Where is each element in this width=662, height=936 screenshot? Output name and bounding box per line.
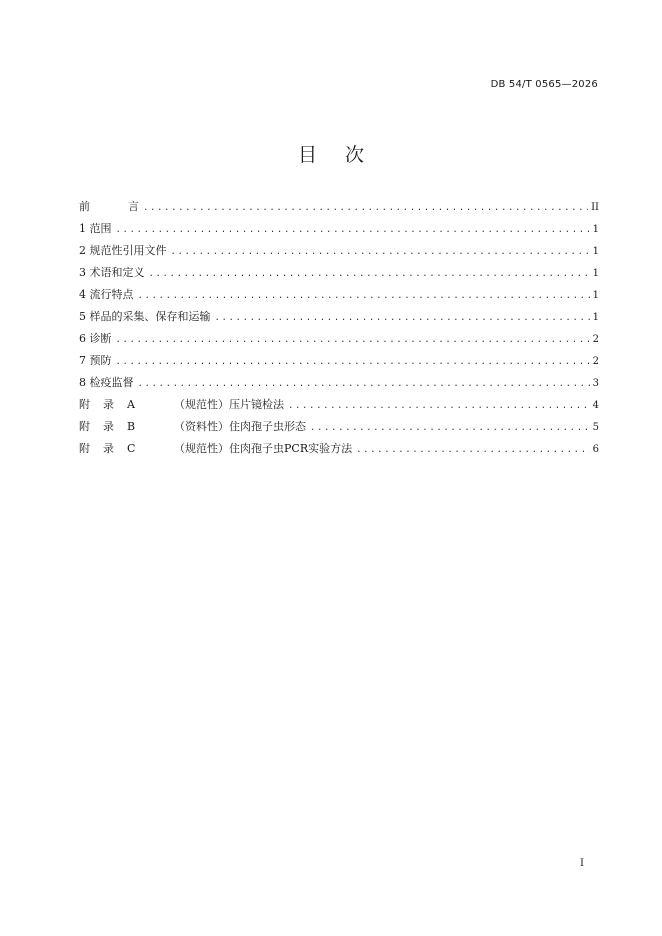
toc-entry-page: 1 [592, 246, 599, 257]
toc-entry-label: 2 规范性引用文件 [79, 244, 167, 257]
toc-entry-label: 8 检疫监督 [79, 376, 134, 389]
toc-entry-page: 1 [592, 224, 599, 235]
toc-entry-prevention[interactable] [79, 352, 599, 374]
toc-entry-label: 1 范围 [79, 222, 112, 235]
appendix-letter: B [127, 420, 136, 433]
appendix-prefix [79, 396, 174, 412]
toc-entry-page: 5 [592, 422, 599, 433]
toc-leader-dots [143, 203, 588, 213]
appendix-type: （规范性） [174, 442, 229, 455]
toc-leader-dots [149, 269, 590, 279]
page-number: I [580, 858, 584, 869]
toc-leader-dots [288, 401, 590, 411]
toc-entry-page: 3 [592, 378, 599, 389]
toc-entry-label [79, 418, 306, 434]
toc-entry-page: 1 [592, 290, 599, 301]
toc-entry-appendix-c[interactable] [79, 440, 599, 462]
toc-leader-dots [310, 423, 590, 433]
toc-leader-dots [116, 335, 590, 345]
toc-entry-label: 6 诊断 [79, 332, 112, 345]
toc-entry-quarantine[interactable] [79, 374, 599, 396]
appendix-word-2: 录 [103, 442, 114, 455]
toc-entry-page: 1 [592, 268, 599, 279]
appendix-type: （资料性） [174, 420, 229, 433]
appendix-name: 压片镜检法 [229, 398, 284, 411]
appendix-word-2: 录 [103, 420, 114, 433]
toc-entry-page: 2 [592, 334, 599, 345]
toc-entry-label: 5 样品的采集、保存和运输 [79, 310, 211, 323]
toc-entry-label: 3 术语和定义 [79, 266, 145, 279]
toc-entry-terms[interactable] [79, 264, 599, 286]
toc-leader-dots [356, 445, 590, 455]
toc-entry-label: 7 预防 [79, 354, 112, 367]
document-code: DB 54/T 0565—2026 [490, 79, 598, 90]
toc-entry-scope[interactable] [79, 220, 599, 242]
appendix-letter: A [127, 398, 135, 411]
toc-entry-page: 6 [592, 444, 599, 455]
toc-leader-dots [138, 379, 590, 389]
toc-entry-appendix-a[interactable] [79, 396, 599, 418]
appendix-word-1: 附 [79, 420, 90, 433]
toc-entry-label: 前言 [79, 200, 177, 213]
toc-leader-dots [215, 313, 590, 323]
toc-entry-label [79, 440, 352, 456]
appendix-prefix [79, 418, 174, 434]
toc-entry-diagnosis[interactable] [79, 330, 599, 352]
appendix-letter: C [127, 442, 136, 455]
toc-entry-page: II [591, 202, 599, 213]
toc-entry-page: 2 [592, 356, 599, 367]
appendix-name: 住肉孢子虫形态 [229, 420, 306, 433]
toc-entry-page: 4 [592, 400, 599, 411]
appendix-word-2: 录 [103, 398, 114, 411]
toc-entry-label: 4 流行特点 [79, 288, 134, 301]
toc-leader-dots [116, 225, 590, 235]
toc-entry-appendix-b[interactable] [79, 418, 599, 440]
toc-entry-sampling[interactable] [79, 308, 599, 330]
toc-leader-dots [116, 357, 590, 367]
table-of-contents [79, 198, 599, 462]
toc-entry-epidemiology[interactable] [79, 286, 599, 308]
toc-entry-normative-references[interactable] [79, 242, 599, 264]
page-title: 目次 [297, 144, 392, 166]
toc-entry-label [79, 396, 284, 412]
appendix-name: 住肉孢子虫PCR实验方法 [229, 442, 353, 455]
toc-entry-foreword[interactable] [79, 198, 599, 220]
appendix-prefix [79, 440, 174, 456]
appendix-word-1: 附 [79, 398, 90, 411]
appendix-type: （规范性） [174, 398, 229, 411]
toc-entry-page: 1 [592, 312, 599, 323]
toc-leader-dots [171, 247, 590, 257]
toc-leader-dots [138, 291, 590, 301]
appendix-word-1: 附 [79, 442, 90, 455]
